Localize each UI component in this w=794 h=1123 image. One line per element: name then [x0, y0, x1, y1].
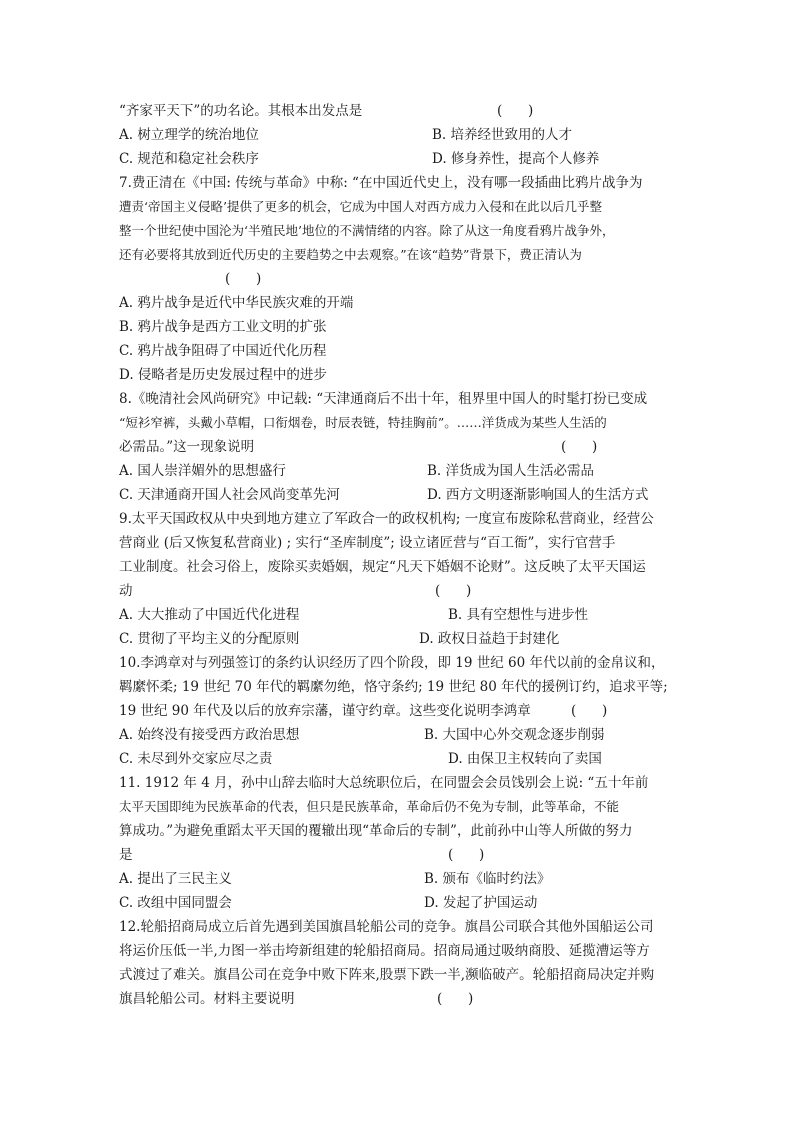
- q12-stem-line-2: 将运价压低一半,力图一举击垮新组建的轮船招商局。招商局通过吸纳商股、延揽漕运等方: [119, 943, 650, 959]
- q10-stem-line-1: 10.李鸿章对与列强签订的条约认识经历了四个阶段，即 19 世纪 60 年代以前的金帛议和，: [119, 655, 665, 671]
- q11-stem-line-2: 太平天国即纯为民族革命的代表，但只是民族革命，革命后仍不免为专制，此等革命，不能: [119, 799, 620, 814]
- q12-stem-line-3: 式渡过了难关。旗昌公司在竞争中败下阵来,股票下跌一半,濒临破产。轮船招商局决定并购: [119, 967, 655, 983]
- q9-answer-paren: ( ): [435, 583, 472, 599]
- q7-option-c: C. 鸦片战争阻碍了中国近代化历程: [119, 343, 327, 359]
- q6-option-a: A. 树立理学的统治地位: [119, 127, 259, 143]
- q7-stem-line-3: 整一个世纪使中国沦为‘半殖民地’地位的不满情绪的内容。除了从这一角度看鸦片战争外，: [119, 223, 615, 238]
- q11-option-d: D. 发起了护国运动: [424, 895, 538, 911]
- q11-stem-line-4: 是: [119, 847, 133, 863]
- q11-stem-line-3: 算成功。”为避免重蹈太平天国的覆辙出现“革命后的专制”，此前孙中山等人所做的努力: [119, 823, 633, 839]
- q11-option-b: B. 颁布《临时约法》: [424, 871, 551, 887]
- q8-option-d: D. 西方文明逐渐影响国人的生活方式: [427, 487, 649, 503]
- q8-option-a: A. 国人崇洋媚外的思想盛行: [119, 463, 286, 479]
- q9-option-c: C. 贯彻了平均主义的分配原则: [119, 631, 300, 647]
- q7-option-b: B. 鸦片战争是西方工业文明的扩张: [119, 319, 327, 335]
- q8-option-b: B. 洋货成为国人生活必需品: [427, 463, 595, 479]
- q11-answer-paren: ( ): [448, 847, 485, 863]
- q9-option-a: A. 大大推动了中国近代化进程: [119, 607, 300, 623]
- q9-option-b: B. 具有空想性与进步性: [448, 607, 589, 623]
- q10-option-a: A. 始终没有接受西方政治思想: [119, 727, 300, 743]
- q10-option-c: C. 未尽到外交家应尽之责: [119, 751, 273, 767]
- q9-stem-line-2: 营商业 (后又恢复私营商业) ; 实行“圣库制度”; 设立诸匠营与“百工衙”，实行官营手: [119, 535, 616, 551]
- q7-stem-line-2: 遭责‘帝国主义侵略’提供了更多的机会，它成为中国人对西方成力入侵和在此以后几乎整: [119, 199, 602, 214]
- q8-answer-paren: ( ): [561, 439, 598, 455]
- q7-stem-line-1: 7.费正清在《中国: 传统与革命》中称: “在中国近代史上，没有哪一段插曲比鸦片战争为: [119, 175, 643, 191]
- q8-option-c: C. 天津通商开国人社会风尚变革先河: [119, 487, 340, 503]
- q6-option-b: B. 培养经世致用的人才: [432, 127, 573, 143]
- q10-option-b: B. 大国中心外交观念逐步削弱: [424, 727, 605, 743]
- q10-stem-line-2: 羁縻怀柔; 19 世纪 70 年代的羁縻勿绝，恪守条约; 19 世纪 80 年代的援例订约，追求平等;: [119, 679, 668, 695]
- q7-option-d: D. 侵略者是历史发展过程中的进步: [119, 367, 327, 383]
- q12-stem-line-1: 12.轮船招商局成立后首先遇到美国旗昌轮船公司的竞争。旗昌公司联合其他外国船运公司: [119, 919, 654, 935]
- q10-option-d: D. 由保卫主权转向了卖国: [448, 751, 602, 767]
- q9-option-d: D. 政权日益趋于封建化: [419, 631, 560, 647]
- q9-stem-line-3: 工业制度。社会习俗上，废除买卖婚姻，规定“凡天下婚姻不论财”。这反映了太平天国运: [119, 559, 646, 575]
- q10-stem-line-3: 19 世纪 90 年代及以后的放弃宗藩，谨守约章。这些变化说明李鸿章: [119, 703, 531, 719]
- q8-stem-line-1: 8.《晚清社会风尚研究》中记载: “天津通商后不出十年，租界里中国人的时髦打扮已变成: [119, 391, 648, 407]
- q8-stem-line-3: 必需品。”这一现象说明: [119, 439, 255, 455]
- q9-stem-line-1: 9.太平天国政权从中央到地方建立了军政合一的政权机构; 一度宣布废除私营商业，经营公: [119, 511, 654, 527]
- q12-stem-line-4: 旗昌轮船公司。材料主要说明: [119, 991, 295, 1007]
- q6-option-c: C. 规范和稳定社会秩序: [119, 151, 259, 167]
- q7-option-a: A. 鸦片战争是近代中华民族灾难的开端: [119, 295, 354, 311]
- q8-stem-line-2: “短衫窄裤，头戴小草帽，口衔烟卷，时辰表链，特挂胸前”。……洋货成为某些人生活的: [119, 415, 607, 430]
- q11-option-a: A. 提出了三民主义: [119, 871, 232, 887]
- q7-stem-line-4: 还有必要将其放到近代历史的主要趋势之中去观察。”在该“趋势”背景下，费正清认为: [119, 247, 582, 262]
- q7-answer-paren: ( ): [225, 271, 262, 287]
- q10-answer-paren: ( ): [571, 703, 608, 719]
- q12-answer-paren: ( ): [437, 991, 474, 1007]
- q11-stem-line-1: 11. 1912 年 4 月，孙中山辞去临时大总统职位后，在同盟会会员饯别会上说: “五十年前: [119, 775, 649, 791]
- q6-answer-paren: ( ): [497, 103, 534, 119]
- q11-option-c: C. 改组中国同盟会: [119, 895, 232, 911]
- q6-stem-line: “齐家平天下”的功名论。其根本出发点是: [119, 103, 363, 119]
- q6-option-d: D. 修身养性，提高个人修养: [432, 151, 600, 167]
- q9-stem-line-4: 动: [119, 583, 133, 599]
